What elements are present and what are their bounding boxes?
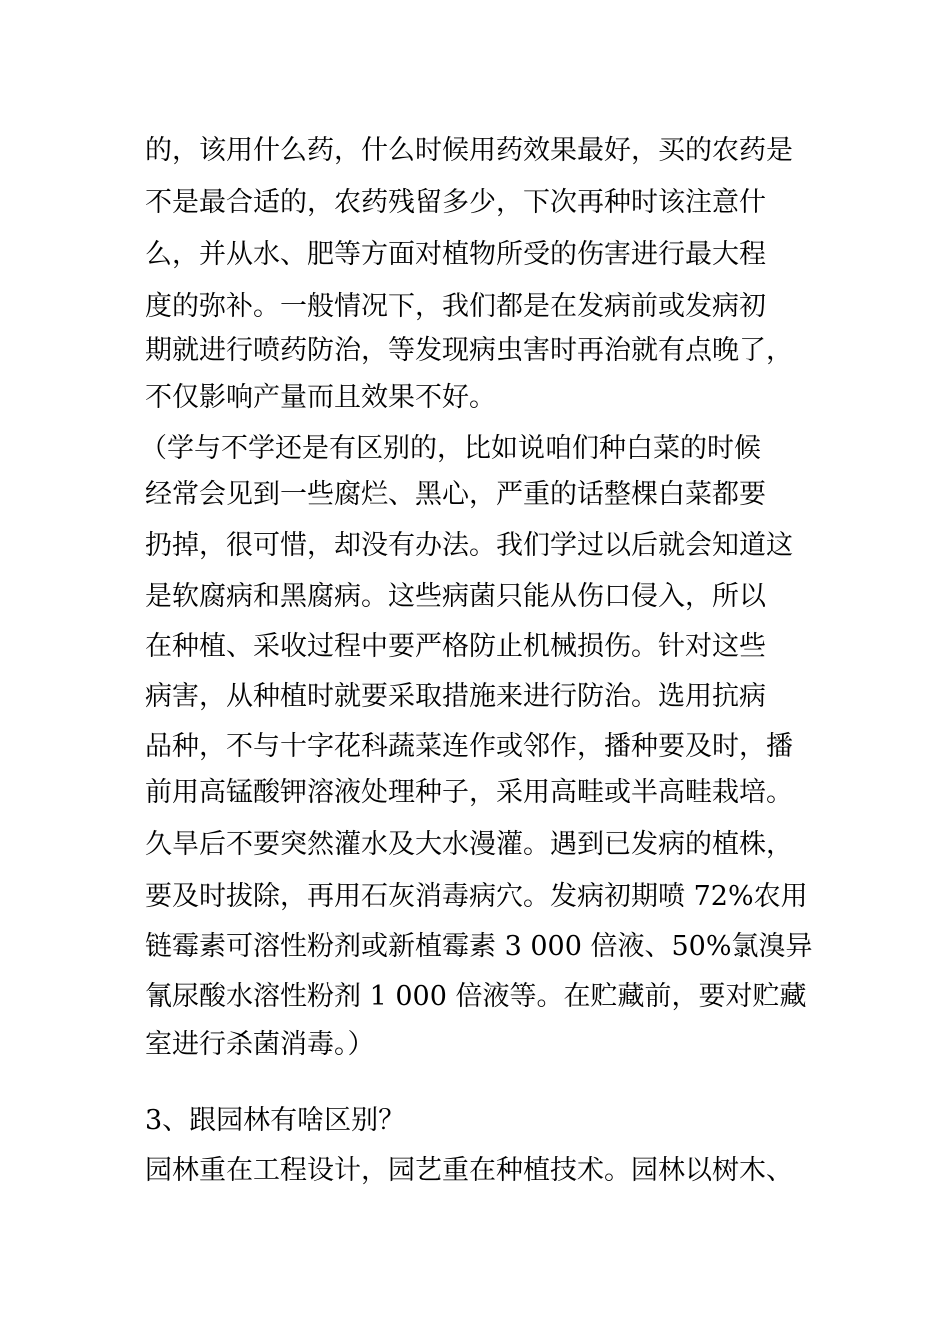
text-line: 病害，从种植时就要采取措施来进行防治。选用抗病 [145, 681, 766, 712]
text-line: 在种植、采收过程中要严格防止机械损伤。针对这些 [145, 631, 766, 662]
text-line: （学与不学还是有区别的，比如说咱们种白菜的时候 [140, 433, 761, 464]
text-line: 是软腐病和黑腐病。这些病菌只能从伤口侵入，所以 [145, 581, 766, 612]
text-line: 不是最合适的，农药残留多少，下次再种时该注意什 [145, 187, 766, 218]
text-line: 么，并从水、肥等方面对植物所受的伤害进行最大程 [145, 239, 766, 270]
section-heading: 3、跟园林有啥区别？ [145, 1105, 406, 1136]
text-line: 品种，不与十字花科蔬菜连作或邻作，播种要及时，播 [145, 731, 793, 762]
text-line: 前用高锰酸钾溶液处理种子，采用高畦或半高畦栽培。 [145, 777, 793, 808]
text-line: 室进行杀菌消毒。） [145, 1029, 375, 1060]
text-line: 不仅影响产量而且效果不好。 [145, 382, 496, 413]
text-line: 经常会见到一些腐烂、黑心，严重的话整棵白菜都要 [145, 479, 766, 510]
text-line: 链霉素可溶性粉剂或新植霉素 3 000 倍液、50%氯溴异 [145, 931, 813, 962]
text-line: 扔掉，很可惜，却没有办法。我们学过以后就会知道这 [145, 530, 793, 561]
text-line: 要及时拔除，再用石灰消毒病穴。发病初期喷 72%农用 [145, 881, 808, 912]
text-line: 的，该用什么药，什么时候用药效果最好，买的农药是 [145, 135, 793, 166]
text-line: 氰尿酸水溶性粉剂 1 000 倍液等。在贮藏前，要对贮藏 [145, 981, 807, 1012]
text-line: 久旱后不要突然灌水及大水漫灌。遇到已发病的植株， [145, 829, 793, 860]
text-line: 度的弥补。一般情况下，我们都是在发病前或发病初 [145, 291, 766, 322]
text-line: 园林重在工程设计，园艺重在种植技术。园林以树木、 [145, 1155, 793, 1186]
text-line: 期就进行喷药防治，等发现病虫害时再治就有点晚了， [145, 335, 793, 366]
